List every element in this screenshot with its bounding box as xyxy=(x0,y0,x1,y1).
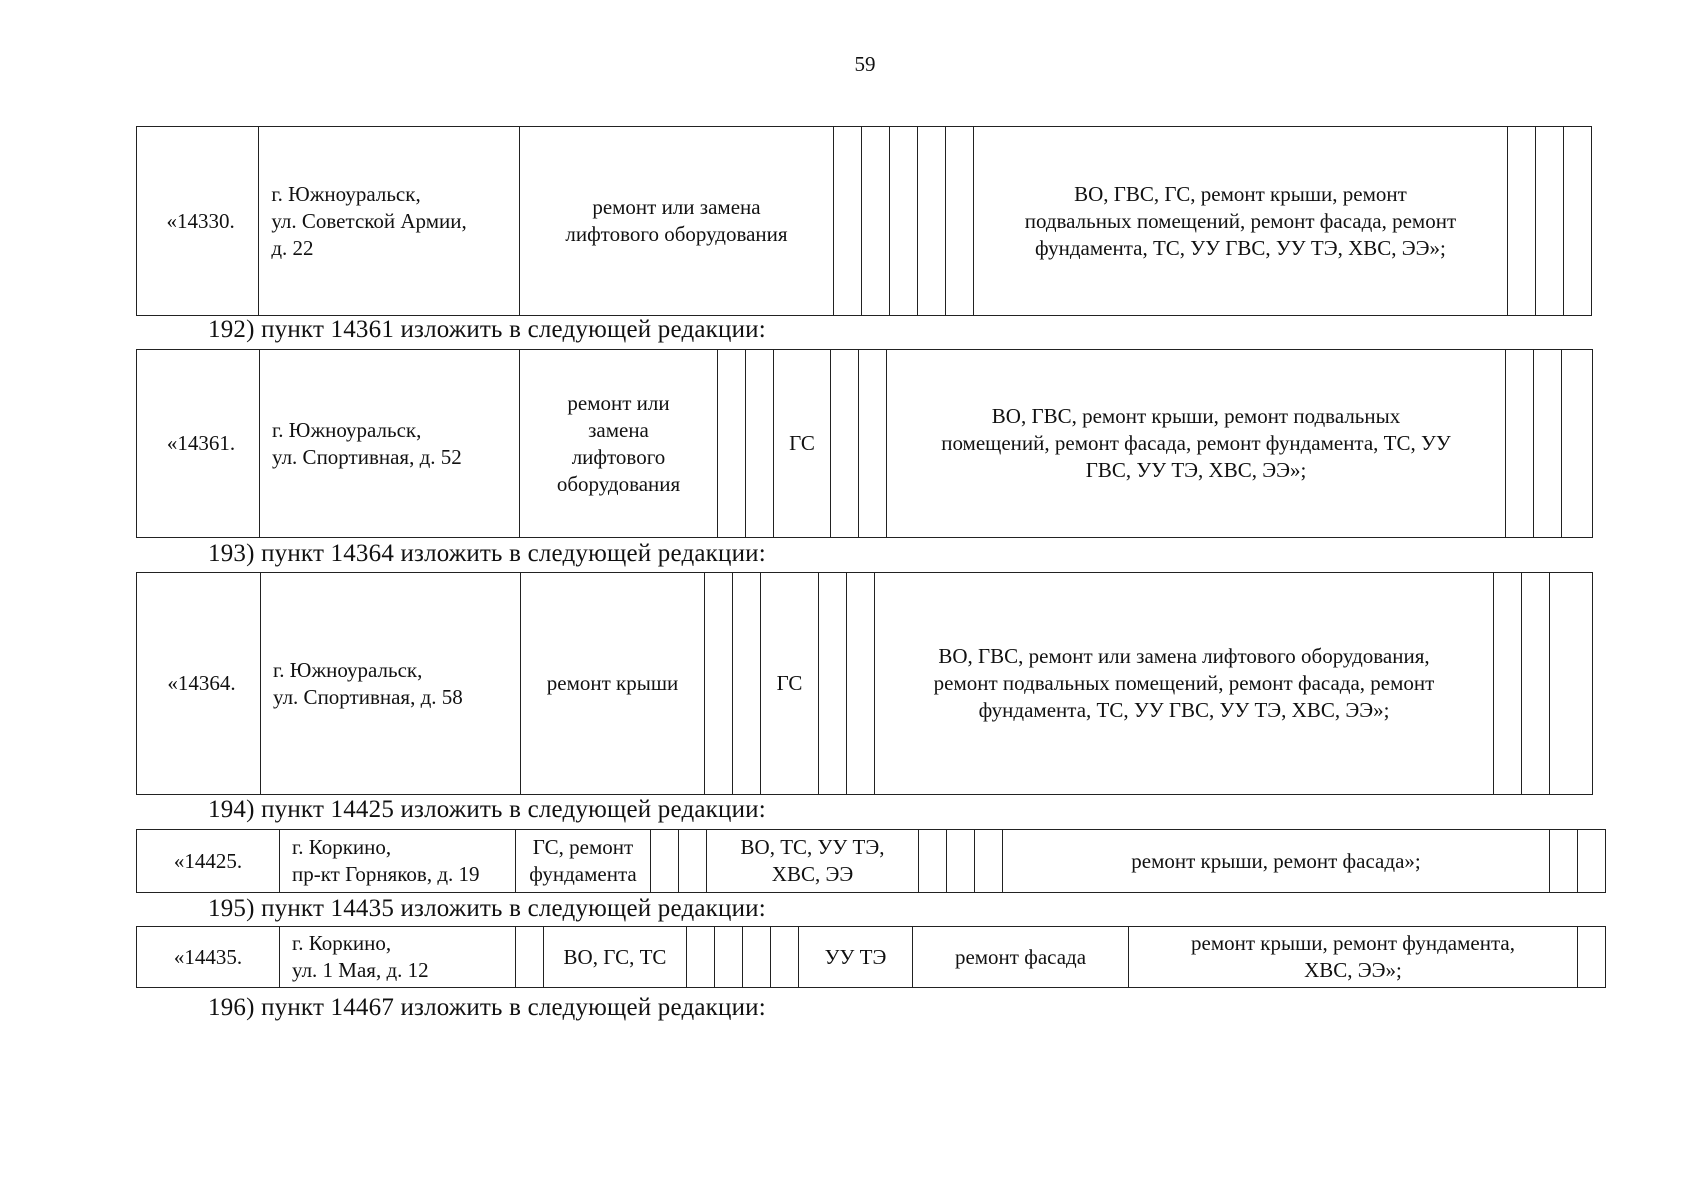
work-line: лифтового оборудования xyxy=(565,222,788,246)
work-cell xyxy=(521,573,705,795)
mid-line: ВО, ТС, УУ ТЭ, xyxy=(740,835,885,859)
empty-cell xyxy=(1578,927,1606,988)
other-line: ВО, ГВС, ГС, ремонт крыши, ремонт xyxy=(1074,181,1407,206)
empty-cell xyxy=(705,573,733,795)
item-number: «14364. xyxy=(137,573,261,795)
page-number: 59 xyxy=(854,52,876,76)
item-number: «14361. xyxy=(137,350,260,538)
empty-cell xyxy=(1578,830,1606,893)
mid-line: ХВС, ЭЭ xyxy=(771,862,854,886)
work-cell xyxy=(520,127,834,316)
empty-cell xyxy=(1562,350,1593,538)
uute-cell: УУ ТЭ xyxy=(799,927,913,988)
address-cell xyxy=(260,350,520,538)
other-works-cell xyxy=(1129,927,1578,988)
empty-cell xyxy=(975,830,1003,893)
other-line: ВО, ГВС, ремонт крыши, ремонт подвальных xyxy=(991,404,1401,428)
other-line: ВО, ГВС, ремонт или замена лифтового оборудования, xyxy=(938,644,1430,668)
table-row xyxy=(137,830,1606,893)
empty-cell xyxy=(733,573,761,795)
other-works-cell xyxy=(875,573,1494,795)
table-row xyxy=(137,127,1592,316)
empty-cell xyxy=(1494,573,1522,795)
empty-cell xyxy=(861,127,889,316)
address-cell xyxy=(259,127,520,316)
item-number: «14330. xyxy=(137,127,259,316)
facade-cell: ремонт фасада xyxy=(913,927,1129,988)
other-works-cell xyxy=(974,127,1507,316)
empty-cell xyxy=(746,350,774,538)
table-14330 xyxy=(136,126,1592,316)
empty-cell xyxy=(1507,127,1535,316)
address-line: г. Коркино, xyxy=(292,835,392,859)
address-cell xyxy=(280,830,516,893)
empty-cell xyxy=(1563,127,1591,316)
other-line: помещений, ремонт фасада, ремонт фундамента, ТС, УУ xyxy=(941,431,1451,455)
instruction-194: 194) пункт 14425 изложить в следующей редакции: xyxy=(208,796,766,823)
work-line: фундамента xyxy=(529,862,637,886)
empty-cell xyxy=(919,830,947,893)
other-line: ГВС, УУ ТЭ, ХВС, ЭЭ»; xyxy=(1085,458,1307,482)
empty-cell xyxy=(819,573,847,795)
empty-cell xyxy=(890,127,918,316)
other-works-cell xyxy=(887,350,1506,538)
address-line: г. Южноуральск, xyxy=(273,657,423,682)
address-line: пр-кт Горняков, д. 19 xyxy=(292,862,480,886)
table-14425 xyxy=(136,829,1606,893)
address-line: г. Южноуральск, xyxy=(271,181,421,206)
empty-cell xyxy=(1506,350,1534,538)
instruction-193: 193) пункт 14364 изложить в следующей редакции: xyxy=(208,540,766,567)
instruction-196: 196) пункт 14467 изложить в следующей редакции: xyxy=(208,994,766,1021)
work-line: лифтового xyxy=(571,444,666,469)
empty-cell xyxy=(1535,127,1563,316)
other-line: фундамента, ТС, УУ ГВС, УУ ТЭ, ХВС, ЭЭ»; xyxy=(978,698,1390,722)
instruction-192: 192) пункт 14361 изложить в следующей редакции: xyxy=(208,316,766,343)
table-14361 xyxy=(136,349,1593,538)
empty-cell xyxy=(516,927,544,988)
work-line: ремонт крыши xyxy=(546,671,679,695)
empty-cell xyxy=(718,350,746,538)
table-row xyxy=(137,573,1593,795)
empty-cell xyxy=(918,127,946,316)
table-row xyxy=(137,927,1606,988)
other-line: фундамента, ТС, УУ ГВС, УУ ТЭ, ХВС, ЭЭ»; xyxy=(1035,235,1446,260)
empty-cell xyxy=(831,350,859,538)
work-line: замена xyxy=(588,417,649,442)
empty-cell xyxy=(679,830,707,893)
work-cell: ВО, ГС, ТС xyxy=(544,927,687,988)
work-line: ГС, ремонт xyxy=(532,835,634,859)
address-line: ул. Спортивная, д. 52 xyxy=(272,444,462,469)
table-14435 xyxy=(136,926,1606,988)
address-line: д. 22 xyxy=(271,235,314,260)
item-number: «14425. xyxy=(137,830,280,893)
work-cell xyxy=(520,350,718,538)
gs-cell: ГС xyxy=(761,573,819,795)
empty-cell xyxy=(847,573,875,795)
empty-cell xyxy=(1550,830,1578,893)
item-number: «14435. xyxy=(137,927,280,988)
gs-cell: ГС xyxy=(774,350,831,538)
address-line: ул. Советской Армии, xyxy=(271,208,467,233)
address-line: ул. 1 Мая, д. 12 xyxy=(292,958,429,982)
empty-cell xyxy=(947,830,975,893)
empty-cell xyxy=(687,927,715,988)
other-works-cell xyxy=(1003,830,1550,893)
empty-cell xyxy=(1550,573,1593,795)
address-line: г. Коркино, xyxy=(292,931,392,955)
work-line: оборудования xyxy=(556,471,681,496)
address-line: ул. Спортивная, д. 58 xyxy=(273,684,463,709)
empty-cell xyxy=(1522,573,1550,795)
other-line: ремонт крыши, ремонт фасада»; xyxy=(1131,848,1421,873)
empty-cell xyxy=(715,927,743,988)
empty-cell xyxy=(946,127,974,316)
work-line: ремонт или xyxy=(567,390,670,415)
table-row xyxy=(137,350,1593,538)
empty-cell xyxy=(651,830,679,893)
other-line: подвальных помещений, ремонт фасада, ремонт xyxy=(1024,208,1457,233)
work-cell xyxy=(516,830,651,893)
empty-cell xyxy=(859,350,887,538)
address-cell xyxy=(261,573,521,795)
empty-cell xyxy=(833,127,861,316)
other-line: ХВС, ЭЭ»; xyxy=(1304,958,1402,982)
table-14364 xyxy=(136,572,1593,795)
empty-cell xyxy=(743,927,771,988)
address-line: г. Южноуральск, xyxy=(272,417,422,442)
address-cell xyxy=(280,927,516,988)
mid-works-cell xyxy=(707,830,919,893)
instruction-195: 195) пункт 14435 изложить в следующей редакции: xyxy=(208,895,766,922)
empty-cell xyxy=(1534,350,1562,538)
work-line: ремонт или замена xyxy=(592,195,761,219)
other-line: ремонт крыши, ремонт фундамента, xyxy=(1191,931,1515,955)
empty-cell xyxy=(771,927,799,988)
other-line: ремонт подвальных помещений, ремонт фасада, ремонт xyxy=(933,671,1435,695)
